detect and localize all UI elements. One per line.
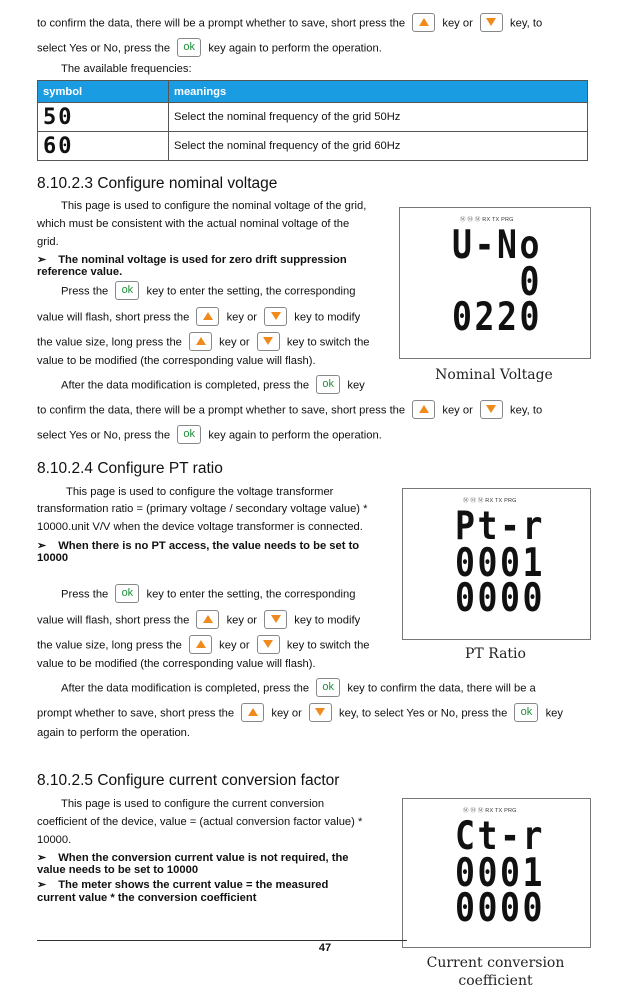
table-row (38, 103, 588, 132)
voltage-p1-l2: which must be consistent with the actual nominal voltage of the (37, 218, 350, 230)
voltage-s1: Press the ok key to enter the setting, the corresponding (61, 282, 355, 301)
freq-meaning-60: Select the nominal frequency of the grid 60Hz (169, 132, 588, 161)
up-arrow-key-icon (196, 610, 219, 629)
up-arrow-key-icon (189, 635, 212, 654)
up-arrow-key-icon (196, 307, 219, 326)
lcd-nominal-voltage (399, 207, 591, 359)
lcd-row-2: 0 (452, 260, 543, 305)
pt-p1-l2: transformation ratio = (primary voltage / secondary voltage value) * (37, 503, 368, 515)
freq-symbol-60: 60 (38, 132, 169, 161)
table-header-symbol: symbol (38, 81, 169, 103)
pt-s1: Press the ok key to enter the setting, the corresponding (61, 585, 355, 604)
pt-bullet-l2: 10000 (37, 552, 69, 564)
caption-current-conversion-l2: coefficient (458, 973, 533, 989)
bullet-arrow-icon: ➢ (37, 540, 47, 552)
table-header-meanings: meanings (169, 81, 588, 103)
voltage-bullet-l2: reference value. (37, 266, 123, 278)
voltage-s4: value to be modified (the corresponding value will flash). (37, 355, 316, 367)
ct-bullet-1: ➢ When the conversion current value is not required, the (37, 852, 349, 864)
ok-key-icon: ok (514, 703, 538, 722)
down-arrow-key-icon (480, 13, 503, 32)
ct-bullet-2-l2: current value * the conversion coefficient (37, 892, 257, 904)
lcd-row-3: 0000 (455, 576, 546, 621)
down-arrow-key-icon (257, 635, 280, 654)
table-row (38, 132, 588, 161)
section-heading-pt: 8.10.2.4 Configure PT ratio (37, 460, 223, 477)
frequency-table (37, 80, 588, 161)
top-line-2: select Yes or No, press the ok key again to perform the operation. (37, 39, 382, 58)
lcd-row-1: Ct-r (455, 814, 546, 859)
section-heading-ct: 8.10.2.5 Configure current conversion factor (37, 772, 340, 789)
lcd-row-3: 0000 (455, 886, 546, 931)
up-arrow-key-icon (412, 400, 435, 419)
ct-p1-l1: This page is used to configure the current conversion (61, 798, 325, 810)
caption-pt-ratio: PT Ratio (465, 646, 526, 662)
voltage-s7: select Yes or No, press the ok key again to perform the operation. (37, 426, 382, 445)
ct-p1-l3: 10000. (37, 834, 72, 846)
voltage-s3: the value size, long press the key or key to switch the (37, 333, 370, 352)
lcd-indicators: Ⓜ Ⓜ Ⓜ RX TX PRG (460, 217, 514, 223)
ok-key-icon: ok (115, 281, 139, 300)
ok-key-icon: ok (177, 38, 201, 57)
lcd-row-1: U-No (452, 223, 543, 268)
pt-s4: value to be modified (the corresponding value will flash). (37, 658, 316, 670)
pt-s3: the value size, long press the key or key to switch the (37, 636, 370, 655)
caption-nominal-voltage: Nominal Voltage (435, 367, 553, 383)
pt-s7: again to perform the operation. (37, 727, 190, 739)
ok-key-icon: ok (177, 425, 201, 444)
pt-p1-l3: 10000.unit V/V when the device voltage transformer is connected. (37, 521, 363, 533)
up-arrow-key-icon (412, 13, 435, 32)
voltage-s6: to confirm the data, there will be a prompt whether to save, short press the key or key, to (37, 401, 542, 420)
pt-s2: value will flash, short press the key or key to modify (37, 611, 360, 630)
down-arrow-key-icon (264, 610, 287, 629)
lcd-indicators: Ⓜ Ⓜ Ⓜ RX TX PRG (463, 808, 517, 814)
lcd-row-1: Pt-r (455, 504, 546, 549)
lcd-row-3: 0220 (452, 295, 543, 340)
freq-meaning-50: Select the nominal frequency of the grid 50Hz (169, 103, 588, 132)
ct-bullet-2: ➢ The meter shows the current value = the measured (37, 879, 329, 891)
voltage-bullet: ➢ The nominal voltage is used for zero drift suppression (37, 254, 347, 266)
page-number: 47 (318, 942, 332, 954)
down-arrow-key-icon (264, 307, 287, 326)
ok-key-icon: ok (316, 678, 340, 697)
ok-key-icon: ok (316, 375, 340, 394)
lcd-row-2: 0001 (455, 851, 546, 896)
footer-rule (37, 940, 407, 941)
caption-current-conversion-l1: Current conversion (426, 955, 565, 971)
ct-bullet-1-l2: value needs to be set to 10000 (37, 864, 199, 876)
bullet-arrow-icon: ➢ (37, 254, 47, 266)
voltage-s5: After the data modification is completed, press the ok key (61, 376, 365, 395)
top-line-1: to confirm the data, there will be a prompt whether to save, short press the key or key, to (37, 14, 542, 33)
lcd-pt-ratio (402, 488, 591, 640)
lcd-current-conversion (402, 798, 591, 948)
pt-p1-l1: This page is used to configure the voltage transformer (66, 486, 334, 498)
bullet-arrow-icon: ➢ (37, 852, 47, 864)
voltage-p1-l3: grid. (37, 236, 59, 248)
ok-key-icon: ok (115, 584, 139, 603)
up-arrow-key-icon (189, 332, 212, 351)
section-heading-voltage: 8.10.2.3 Configure nominal voltage (37, 175, 278, 192)
down-arrow-key-icon (309, 703, 332, 722)
voltage-p1-l1: This page is used to configure the nominal voltage of the grid, (61, 200, 367, 212)
lcd-indicators: Ⓜ Ⓜ Ⓜ RX TX PRG (463, 498, 517, 504)
ct-p1-l2: coefficient of the device, value = (actual conversion factor value) * (37, 816, 363, 828)
freq-intro: The available frequencies: (61, 63, 192, 75)
down-arrow-key-icon (257, 332, 280, 351)
lcd-row-2: 0001 (455, 541, 546, 586)
freq-symbol-50: 50 (38, 103, 169, 132)
pt-s5: After the data modification is completed, press the ok key to confirm the data, there will be a (61, 679, 536, 698)
pt-s6: prompt whether to save, short press the key or key, to select Yes or No, press the ok key (37, 704, 563, 723)
pt-bullet: ➢ When there is no PT access, the value needs to be set to (37, 540, 360, 552)
bullet-arrow-icon: ➢ (37, 879, 47, 891)
down-arrow-key-icon (480, 400, 503, 419)
voltage-s2: value will flash, short press the key or key to modify (37, 308, 360, 327)
up-arrow-key-icon (241, 703, 264, 722)
